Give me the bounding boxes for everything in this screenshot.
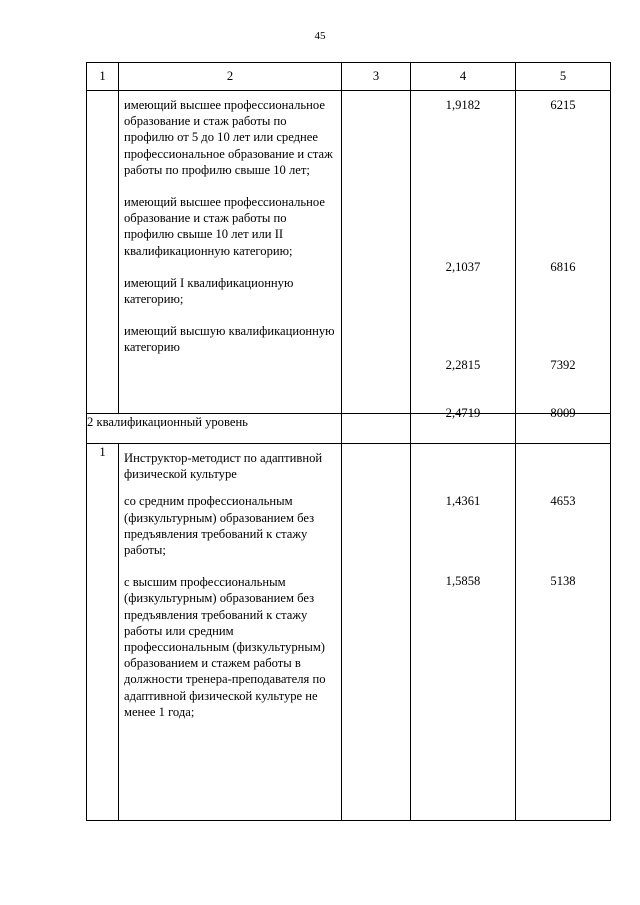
index-cell [87, 91, 119, 414]
coefficient-value: 1,4361 [445, 494, 481, 508]
coefficient-cell [411, 444, 516, 821]
salary-table [86, 62, 611, 821]
entry-text: со средним профессиональным (физкультурным) образованием без предъявления требований к стажу работы; [124, 494, 315, 558]
description-cell [119, 444, 342, 821]
coefficient-value: 2,2815 [445, 358, 481, 372]
empty-cell [342, 444, 411, 821]
salary-value: 5138 [550, 574, 576, 588]
header-cell: 2 [119, 63, 342, 91]
table-row [87, 444, 611, 821]
empty-cell [342, 414, 411, 444]
position-title: Инструктор-методист по адаптивной физической культуре [124, 451, 323, 482]
entry-text: имеющий высшее профессиональное образование и стаж работы по профилю от 5 до 10 лет или среднее профессиональное образование и стаж работы по профилю свыше 10 лет; [124, 98, 333, 177]
coefficient-value: 2,1037 [445, 260, 481, 274]
coefficient-value: 2,4719 [445, 406, 481, 420]
entry-text: имеющий высшую квалификационную категорию [124, 324, 335, 355]
index-cell: 1 [87, 444, 119, 821]
salary-value: 6215 [550, 98, 576, 112]
page-number: 45 [314, 30, 326, 42]
header-cell: 5 [516, 63, 611, 91]
table-row [87, 91, 611, 414]
entry-text: имеющий I квалификационную категорию; [124, 275, 294, 307]
coefficient-cell [411, 91, 516, 420]
coefficient-value: 1,5858 [445, 574, 481, 588]
header-cell: 1 [87, 63, 119, 91]
header-cell: 4 [411, 63, 516, 91]
header-cell: 3 [342, 63, 411, 91]
salary-value: 6816 [550, 260, 576, 274]
section-title: 2 квалификационный уровень [87, 414, 342, 444]
salary-cell [516, 91, 611, 420]
entry-text: с высшим профессиональным (физкультурным) образованием без предъявления требований к стажу работы или средним профессиональным (физкультурным) образованием и стажем работы в должности тренера-преподавателя по адаптивной физической культуре не менее 1 года; [124, 575, 326, 719]
salary-value: 7392 [550, 358, 576, 372]
table-header-row [87, 63, 611, 91]
empty-cell [342, 91, 411, 414]
salary-cell [516, 444, 611, 821]
coefficient-value: 1,9182 [445, 98, 481, 112]
salary-value: 4653 [550, 494, 576, 508]
description-cell [119, 91, 342, 414]
entry-text: имеющий высшее профессиональное образование и стаж работы по профилю свыше 10 лет или II квалификационную категорию; [124, 195, 325, 258]
salary-value: 8009 [550, 406, 576, 420]
